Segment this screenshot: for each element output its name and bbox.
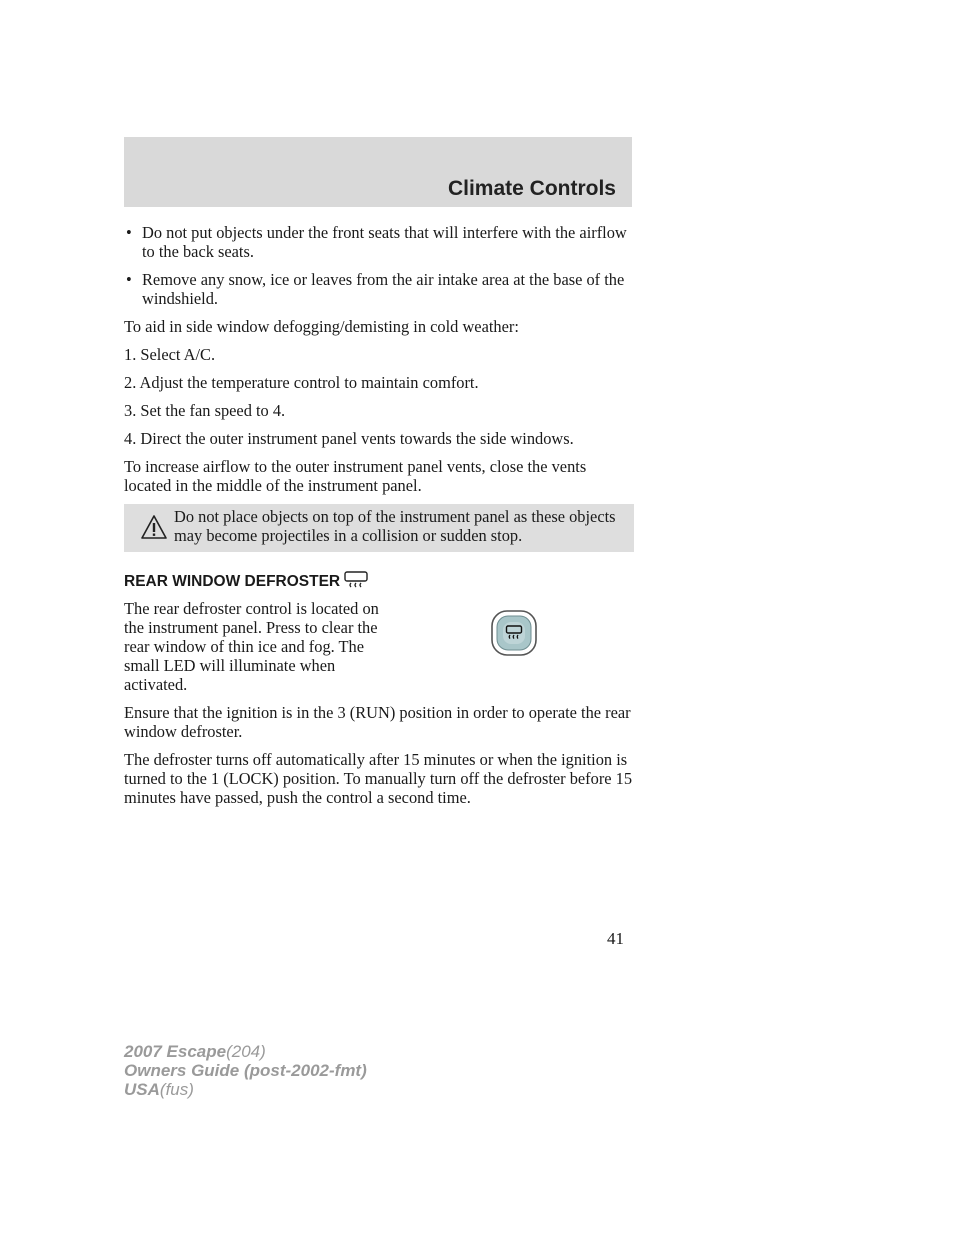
warning-box — [124, 504, 634, 552]
defroster-location-text: The rear defroster control is located on the instrument panel. Press to clear the rear window of thin ice and fog. The small LED will illuminate when activated. — [124, 599, 379, 694]
footer-model-code: (204) — [226, 1042, 266, 1061]
bullet-text: Do not put objects under the front seats that will interfere with the airflow to the back seats. — [142, 223, 627, 261]
document-footer — [124, 1042, 367, 1099]
step-1: 1. Select A/C. — [124, 345, 216, 364]
section-title: Climate Controls — [447, 177, 616, 200]
auto-off-paragraph: The defroster turns off automatically after 15 minutes or when the ignition is turned to the 1 (LOCK) position. To manually turn off the defroster before 15 minutes have passed, push the control a second time. — [124, 750, 633, 807]
bullet-text: Remove any snow, ice or leaves from the air intake area at the base of the windshield. — [142, 270, 625, 308]
rear-defroster-heading-text: REAR WINDOW DEFROSTER — [124, 573, 341, 590]
footer-line-3 — [124, 1080, 367, 1099]
page-content — [124, 223, 634, 816]
warning-triangle-icon — [140, 514, 168, 540]
footer-market: USA — [124, 1080, 160, 1099]
bullet-dot: • — [126, 270, 132, 289]
rear-defrost-button-icon — [490, 609, 538, 657]
rear-defroster-heading — [124, 572, 634, 591]
bullet-item — [124, 223, 634, 261]
page-number: 41 — [607, 929, 624, 948]
defog-intro-paragraph: To aid in side window defogging/demisting in cold weather: — [124, 317, 519, 336]
defroster-location-row — [124, 599, 634, 694]
airflow-paragraph: To increase airflow to the outer instrument panel vents, close the vents located in the middle of the instrument panel. — [124, 457, 587, 495]
step-3: 3. Set the fan speed to 4. — [124, 401, 286, 420]
section-header — [124, 137, 632, 207]
rear-defrost-icon — [343, 570, 369, 588]
step-4: 4. Direct the outer instrument panel vents towards the side windows. — [124, 429, 574, 448]
bullet-item — [124, 270, 634, 308]
warning-text: Do not place objects on top of the instrument panel as these objects may become projectiles in a collision or sudden stop. — [174, 507, 616, 545]
footer-line-2: Owners Guide (post-2002-fmt) — [124, 1061, 367, 1080]
footer-market-code: (fus) — [159, 1080, 194, 1099]
footer-line-1 — [124, 1042, 367, 1061]
bullet-dot: • — [126, 223, 132, 242]
ignition-paragraph: Ensure that the ignition is in the 3 (RUN) position in order to operate the rear window defroster. — [124, 703, 631, 741]
footer-model: 2007 Escape — [124, 1042, 227, 1061]
step-2: 2. Adjust the temperature control to maintain comfort. — [124, 373, 479, 392]
